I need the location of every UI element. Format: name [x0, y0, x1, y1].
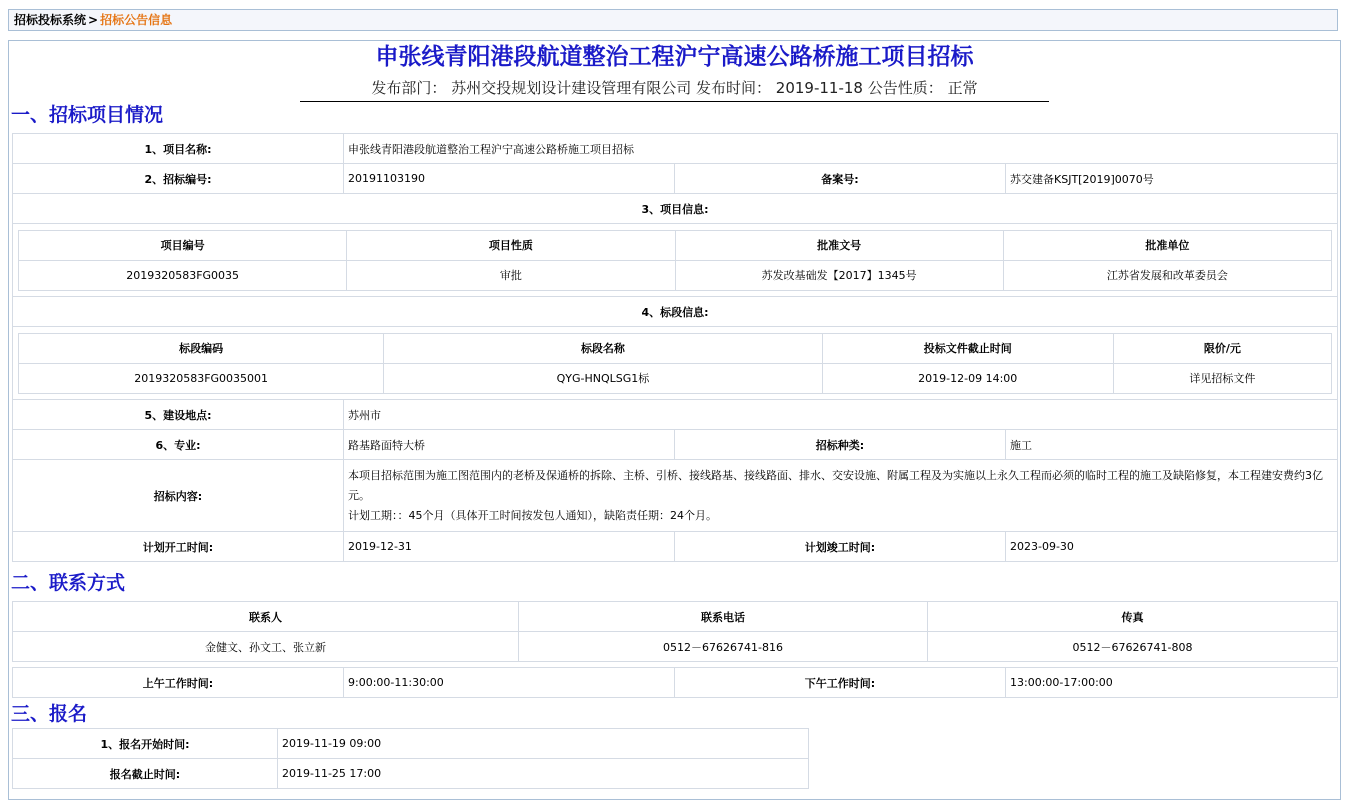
content-line: 计划工期：：45个月（具体开工时间按发包人通知），缺陷责任期：24个月。 — [348, 508, 717, 522]
table-row — [13, 632, 1338, 662]
bid-cell: 2019-12-09 14:00 — [822, 363, 1113, 393]
table-row — [19, 363, 1332, 393]
project-info-table — [18, 230, 1332, 291]
bid-header: 标段编码 — [19, 333, 384, 363]
project-name-label: 1、项目名称: — [13, 134, 344, 164]
content-value — [344, 460, 1338, 532]
info-cell: 苏发改基础发【2017】1345号 — [675, 260, 1003, 290]
time-label: 发布时间： — [696, 79, 772, 97]
contact-header: 联系人 — [13, 602, 519, 632]
table-row — [13, 729, 809, 759]
table-row — [19, 260, 1332, 290]
pm-hours-label: 下午工作时间: — [675, 668, 1006, 698]
table-row — [13, 297, 1338, 327]
nature-label: 公告性质： — [867, 79, 943, 97]
info-header: 项目编号 — [19, 230, 347, 260]
table-row — [13, 224, 1338, 297]
page-title: 申张线青阳港段航道整治工程沪宁高速公路桥施工项目招标 — [375, 43, 974, 70]
bid-section-table — [18, 333, 1332, 394]
am-hours-value: 9:00:00-11:30:00 — [344, 668, 675, 698]
signup-end-value: 2019-11-25 17:00 — [278, 759, 809, 789]
bid-cell: 2019320583FG0035001 — [19, 363, 384, 393]
project-table — [12, 133, 1338, 562]
contact-person: 金健文、孙文工、张立新 — [13, 632, 519, 662]
announcement-meta — [300, 76, 1049, 102]
info-header: 项目性质 — [347, 230, 675, 260]
time-value: 2019-11-18 — [775, 79, 863, 97]
table-row — [19, 230, 1332, 260]
breadcrumb — [8, 9, 1338, 31]
contact-header: 联系电话 — [519, 602, 928, 632]
project-info-cell — [13, 224, 1338, 297]
project-info-label: 3、项目信息: — [13, 194, 1338, 224]
plan-end-label: 计划竣工时间: — [675, 532, 1006, 562]
bid-header: 投标文件截止时间 — [822, 333, 1113, 363]
bid-type-label: 招标种类: — [675, 430, 1006, 460]
info-cell: 审批 — [347, 260, 675, 290]
table-row — [13, 668, 1338, 698]
info-cell: 2019320583FG0035 — [19, 260, 347, 290]
contact-phone: 0512－67626741-816 — [519, 632, 928, 662]
table-row — [13, 327, 1338, 400]
signup-start-value: 2019-11-19 09:00 — [278, 729, 809, 759]
breadcrumb-current: 招标公告信息 — [100, 13, 173, 27]
table-row — [13, 164, 1338, 194]
record-no-label: 备案号: — [675, 164, 1006, 194]
bid-section-cell — [13, 327, 1338, 400]
work-hours-table — [12, 667, 1338, 698]
nature-value: 正常 — [947, 79, 978, 97]
dept-label: 发布部门： — [371, 79, 447, 97]
dept-value: 苏州交投规划设计建设管理有限公司 — [451, 79, 692, 97]
bid-section-label: 4、标段信息: — [13, 297, 1338, 327]
section-heading-project: 一、招标项目情况 — [11, 104, 164, 126]
location-label: 5、建设地点: — [13, 400, 344, 430]
major-label: 6、专业: — [13, 430, 344, 460]
plan-start-label: 计划开工时间: — [13, 532, 344, 562]
table-row — [13, 134, 1338, 164]
plan-end-value: 2023-09-30 — [1006, 532, 1338, 562]
bid-header: 标段名称 — [384, 333, 822, 363]
breadcrumb-system-link[interactable]: 招标投标系统 — [14, 13, 87, 27]
record-no-value: 苏交建备KSJT[2019]0070号 — [1006, 164, 1338, 194]
table-row — [13, 400, 1338, 430]
section-heading-contact: 二、联系方式 — [11, 572, 126, 594]
table-row — [13, 759, 809, 789]
contact-table — [12, 601, 1338, 662]
table-row — [13, 532, 1338, 562]
project-name-value: 申张线青阳港段航道整治工程沪宁高速公路桥施工项目招标 — [344, 134, 1338, 164]
major-value: 路基路面特大桥 — [344, 430, 675, 460]
content-line: 本项目招标范围为施工图范围内的老桥及保通桥的拆除、主桥、引桥、接线路基、接线路面、排水、交安设施、附属工程及为实施以上永久工程而必须的临时工程的施工及缺陷修复，本工程建安费约3亿元。 — [348, 468, 1323, 502]
table-row — [13, 460, 1338, 532]
contact-header: 传真 — [928, 602, 1338, 632]
table-row — [13, 194, 1338, 224]
bid-cell: QYG-HNQLSG1标 — [384, 363, 822, 393]
table-row — [13, 602, 1338, 632]
table-row — [19, 333, 1332, 363]
contact-fax: 0512－67626741-808 — [928, 632, 1338, 662]
info-header: 批准文号 — [675, 230, 1003, 260]
breadcrumb-separator: > — [88, 13, 99, 27]
pm-hours-value: 13:00:00-17:00:00 — [1006, 668, 1338, 698]
bid-cell: 详见招标文件 — [1113, 363, 1331, 393]
section-heading-signup: 三、报名 — [11, 703, 88, 725]
am-hours-label: 上午工作时间: — [13, 668, 344, 698]
bid-type-value: 施工 — [1006, 430, 1338, 460]
signup-table — [12, 728, 809, 789]
info-cell: 江苏省发展和改革委员会 — [1003, 260, 1331, 290]
plan-start-value: 2019-12-31 — [344, 532, 675, 562]
content-label: 招标内容: — [13, 460, 344, 532]
bid-no-value: 20191103190 — [344, 164, 675, 194]
bid-header: 限价/元 — [1113, 333, 1331, 363]
bid-no-label: 2、招标编号: — [13, 164, 344, 194]
info-header: 批准单位 — [1003, 230, 1331, 260]
location-value: 苏州市 — [344, 400, 1338, 430]
signup-end-label: 报名截止时间: — [13, 759, 278, 789]
signup-start-label: 1、报名开始时间: — [13, 729, 278, 759]
table-row — [13, 430, 1338, 460]
